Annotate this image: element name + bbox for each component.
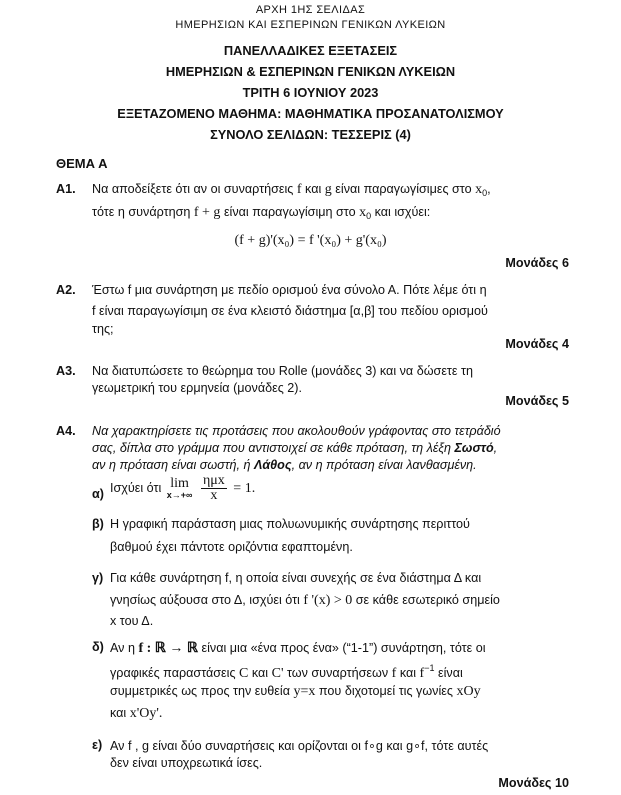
statement-epsilon-label: ε) (92, 738, 103, 752)
question-a2-line1: Έστω f μια συνάρτηση με πεδίο ορισμού ένα σύνολο Α. Πότε λέμε ότι η (92, 283, 487, 297)
statement-gamma-line1: Για κάθε συνάρτηση f, η οποία είναι συνεχής σε ένα διάστημα Δ και (110, 571, 482, 585)
question-a1-number: Α1. (56, 182, 76, 196)
question-a4-intro-line2: σας, δίπλα στο γράμμα που αντιστοιχεί σε κάθε πρόταση, τη λέξη Σωστό, (92, 441, 498, 455)
section-heading: ΘΕΜΑ Α (56, 156, 108, 171)
statement-beta-line1: Η γραφική παράσταση μιας πολυωνυμικής συνάρτησης περιττού (110, 517, 470, 531)
page-header-school-line: ΗΜΕΡΗΣΙΩΝ ΚΑΙ ΕΣΠΕΡΙΝΩΝ ΓΕΝΙΚΩΝ ΛΥΚΕΙΩΝ (175, 19, 446, 31)
statement-delta-line2: γραφικές παραστάσεις C και C' των συναρτήσεων f και $f^{-1}$ είναι (110, 663, 463, 681)
statement-delta-label: δ) (92, 640, 104, 654)
question-a1-marks: Μονάδες 6 (505, 256, 569, 270)
question-a4-intro-line3: αν η πρόταση είναι σωστή, ή Λάθος, αν η πρόταση είναι λανθασμένη. (92, 458, 477, 472)
statement-beta-label: β) (92, 517, 104, 531)
statement-gamma-line3: x του Δ. (110, 614, 154, 628)
question-a3-line1: Να διατυπώσετε το θεώρημα του Rolle (μονάδες 3) και να δώσετε τη (92, 364, 473, 378)
question-a2-marks: Μονάδες 4 (505, 337, 569, 351)
question-a3-marks: Μονάδες 5 (505, 394, 569, 408)
exam-page-count: ΣΥΝΟΛΟ ΣΕΛΙΔΩΝ: ΤΕΣΣΕΡΙΣ (4) (210, 127, 411, 142)
exam-title-line2: ΗΜΕΡΗΣΙΩΝ & ΕΣΠΕΡΙΝΩΝ ΓΕΝΙΚΩΝ ΛΥΚΕΙΩΝ (165, 64, 456, 79)
limit-expression: lim x→+∞ (166, 476, 193, 500)
statement-delta-line1: Αν η f : ℝ → ℝ είναι μια «ένα προς ένα» (“1-1”) συνάρτηση, τότε οι (110, 641, 486, 656)
question-a4-marks: Μονάδες 10 (498, 776, 569, 790)
exam-date: ΤΡΙΤΗ 6 ΙΟΥΝΙΟΥ 2023 (242, 85, 379, 100)
statement-gamma-line2: γνησίως αύξουσα στο Δ, ισχύει ότι f '(x) > 0 σε κάθε εσωτερικό σημείο (110, 593, 500, 608)
question-a2-line3: της; (92, 322, 114, 336)
question-a1-formula: (f + g)'(x₀) = f '(x₀) + g'(x₀) (234, 233, 387, 248)
statement-gamma-label: γ) (92, 571, 104, 585)
question-a1-line2: τότε η συνάρτηση f + g είναι παραγωγίσιμη στο $x_0$ και ισχύει: (92, 205, 431, 221)
statement-delta-line3: συμμετρικές ως προς την ευθεία y=x που διχοτομεί τις γωνίες xOy (110, 684, 481, 699)
exam-title-line1: ΠΑΝΕΛΛΑΔΙΚΕΣ ΕΞΕΤΑΣΕΙΣ (223, 43, 398, 58)
question-a2-line2: f είναι παραγωγίσιμη σε ένα κλειστό διάστημα [α,β] του πεδίου ορισμού (92, 304, 488, 318)
statement-alpha-text: Ισχύει ότι lim x→+∞ $\frac{\text{ημx}}{x}$ = 1. (110, 473, 256, 503)
question-a2-number: Α2. (56, 283, 76, 297)
statement-beta-line2: βαθμού έχει πάντοτε οριζόντια εφαπτομένη. (110, 540, 353, 554)
question-a4-number: Α4. (56, 424, 76, 438)
fraction-sinx-over-x: $\frac{\text{ημx}}{x}$ (202, 473, 225, 503)
page-header-page-line: ΑΡΧΗ 1ΗΣ ΣΕΛΙΔΑΣ (255, 4, 366, 16)
question-a3-number: Α3. (56, 364, 76, 378)
question-a3-line2: γεωμετρική του ερμηνεία (μονάδες 2). (92, 381, 302, 395)
statement-epsilon-line1: Αν f , g είναι δύο συναρτήσεις και ορίζονται οι f∘g και g∘f, τότε αυτές (110, 739, 489, 753)
exam-subject: ΕΞΕΤΑΖΟΜΕΝΟ ΜΑΘΗΜΑ: ΜΑΘΗΜΑΤΙΚΑ ΠΡΟΣΑΝΑΤΟΛΙΣΜΟΥ (117, 106, 504, 121)
statement-alpha-label: α) (92, 487, 104, 501)
question-a1-line1: Να αποδείξετε ότι αν οι συναρτήσεις f και g είναι παραγωγίσιμες στο $x_0$, (92, 182, 491, 198)
question-a4-intro-line1: Να χαρακτηρίσετε τις προτάσεις που ακολουθούν γράφοντας στο τετράδιό (92, 424, 501, 438)
statement-epsilon-line2: δεν είναι υποχρεωτικά ίσες. (110, 756, 263, 770)
statement-delta-line4: και x'Oy'. (110, 706, 163, 721)
